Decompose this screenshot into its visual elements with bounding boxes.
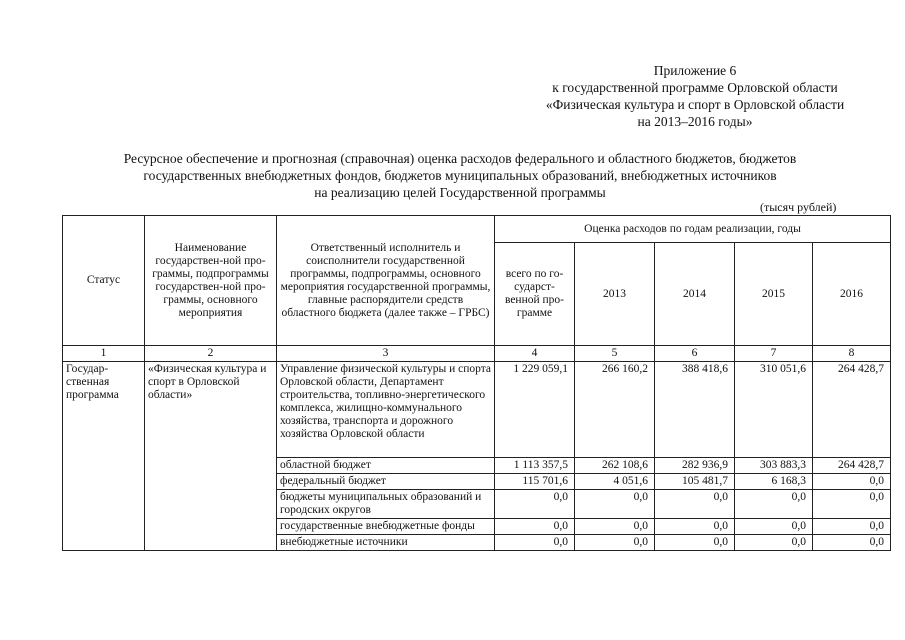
value-2013: 266 160,2 <box>575 362 655 458</box>
status-cell: Государ-ственная программа <box>63 362 145 551</box>
row-label: Управление физической культуры и спорта Орловской области, Департамент строительства, топливно-энергетического комплекса, жилищно-коммунального хозяйства, транспорта и дорожного хозяйства Орловской области <box>277 362 495 458</box>
value-2014: 388 418,6 <box>655 362 735 458</box>
header-total: всего по го-сударст-венной про-грамме <box>495 243 575 346</box>
value-2013: 262 108,6 <box>575 458 655 474</box>
value-2016: 0,0 <box>813 519 891 535</box>
units-label: (тысяч рублей) <box>760 200 837 214</box>
value-total: 0,0 <box>495 519 575 535</box>
appendix-line-3: «Физическая культура и спорт в Орловской области <box>545 97 845 112</box>
index-cell: 4 <box>495 346 575 362</box>
row-label: областной бюджет <box>277 458 495 474</box>
value-2015: 0,0 <box>735 519 813 535</box>
index-cell: 3 <box>277 346 495 362</box>
header-2014: 2014 <box>655 243 735 346</box>
row-label: федеральный бюджет <box>277 474 495 490</box>
value-total: 0,0 <box>495 535 575 551</box>
header-executor: Ответственный исполнитель и соисполнители государственной программы, подпрограммы, основного мероприятия государственной программы, главные распорядители средств областного бюджета (далее также – ГРБС) <box>277 216 495 346</box>
value-2016: 264 428,7 <box>813 362 891 458</box>
value-2016: 0,0 <box>813 474 891 490</box>
value-2015: 6 168,3 <box>735 474 813 490</box>
value-2013: 4 051,6 <box>575 474 655 490</box>
index-cell: 5 <box>575 346 655 362</box>
table-row <box>63 362 891 458</box>
program-name-cell: «Физическая культура и спорт в Орловской области» <box>145 362 277 551</box>
value-2015: 310 051,6 <box>735 362 813 458</box>
row-label: бюджеты муниципальных образований и городских округов <box>277 490 495 519</box>
value-2013: 0,0 <box>575 535 655 551</box>
appendix-line-2: к государственной программе Орловской области <box>552 80 838 95</box>
title-line-2: государственных внебюджетных фондов, бюджетов муниципальных образований, внебюджетных источников <box>143 168 777 183</box>
value-total: 1 229 059,1 <box>495 362 575 458</box>
value-2014: 282 936,9 <box>655 458 735 474</box>
index-cell: 8 <box>813 346 891 362</box>
value-2014: 105 481,7 <box>655 474 735 490</box>
title-line-3: на реализацию целей Государственной программы <box>314 185 606 200</box>
appendix-line-4: на 2013–2016 годы» <box>637 114 753 129</box>
value-2015: 0,0 <box>735 535 813 551</box>
value-2015: 0,0 <box>735 490 813 519</box>
header-estimate: Оценка расходов по годам реализации, годы <box>495 216 891 243</box>
budget-table <box>62 215 891 551</box>
header-name: Наименование государствен-ной про-граммы, подпрограммы государствен-ной про-граммы, основного мероприятия <box>145 216 277 346</box>
row-label: внебюджетные источники <box>277 535 495 551</box>
value-total: 1 113 357,5 <box>495 458 575 474</box>
appendix-line-1: Приложение 6 <box>653 63 737 78</box>
header-2013: 2013 <box>575 243 655 346</box>
value-2016: 0,0 <box>813 490 891 519</box>
index-cell: 1 <box>63 346 145 362</box>
value-2016: 0,0 <box>813 535 891 551</box>
value-2013: 0,0 <box>575 490 655 519</box>
value-2014: 0,0 <box>655 535 735 551</box>
value-total: 115 701,6 <box>495 474 575 490</box>
value-2014: 0,0 <box>655 490 735 519</box>
header-status: Статус <box>63 216 145 346</box>
value-2015: 303 883,3 <box>735 458 813 474</box>
index-cell: 6 <box>655 346 735 362</box>
value-2014: 0,0 <box>655 519 735 535</box>
index-row <box>63 346 891 362</box>
header-2015: 2015 <box>735 243 813 346</box>
value-2013: 0,0 <box>575 519 655 535</box>
row-label: государственные внебюджетные фонды <box>277 519 495 535</box>
index-cell: 7 <box>735 346 813 362</box>
header-row-1 <box>63 216 891 243</box>
header-2016: 2016 <box>813 243 891 346</box>
document-title <box>60 150 860 201</box>
title-line-1: Ресурсное обеспечение и прогнозная (справочная) оценка расходов федерального и областного бюджетов, бюджетов <box>123 151 797 166</box>
value-total: 0,0 <box>495 490 575 519</box>
appendix-block <box>505 62 885 130</box>
value-2016: 264 428,7 <box>813 458 891 474</box>
index-cell: 2 <box>145 346 277 362</box>
